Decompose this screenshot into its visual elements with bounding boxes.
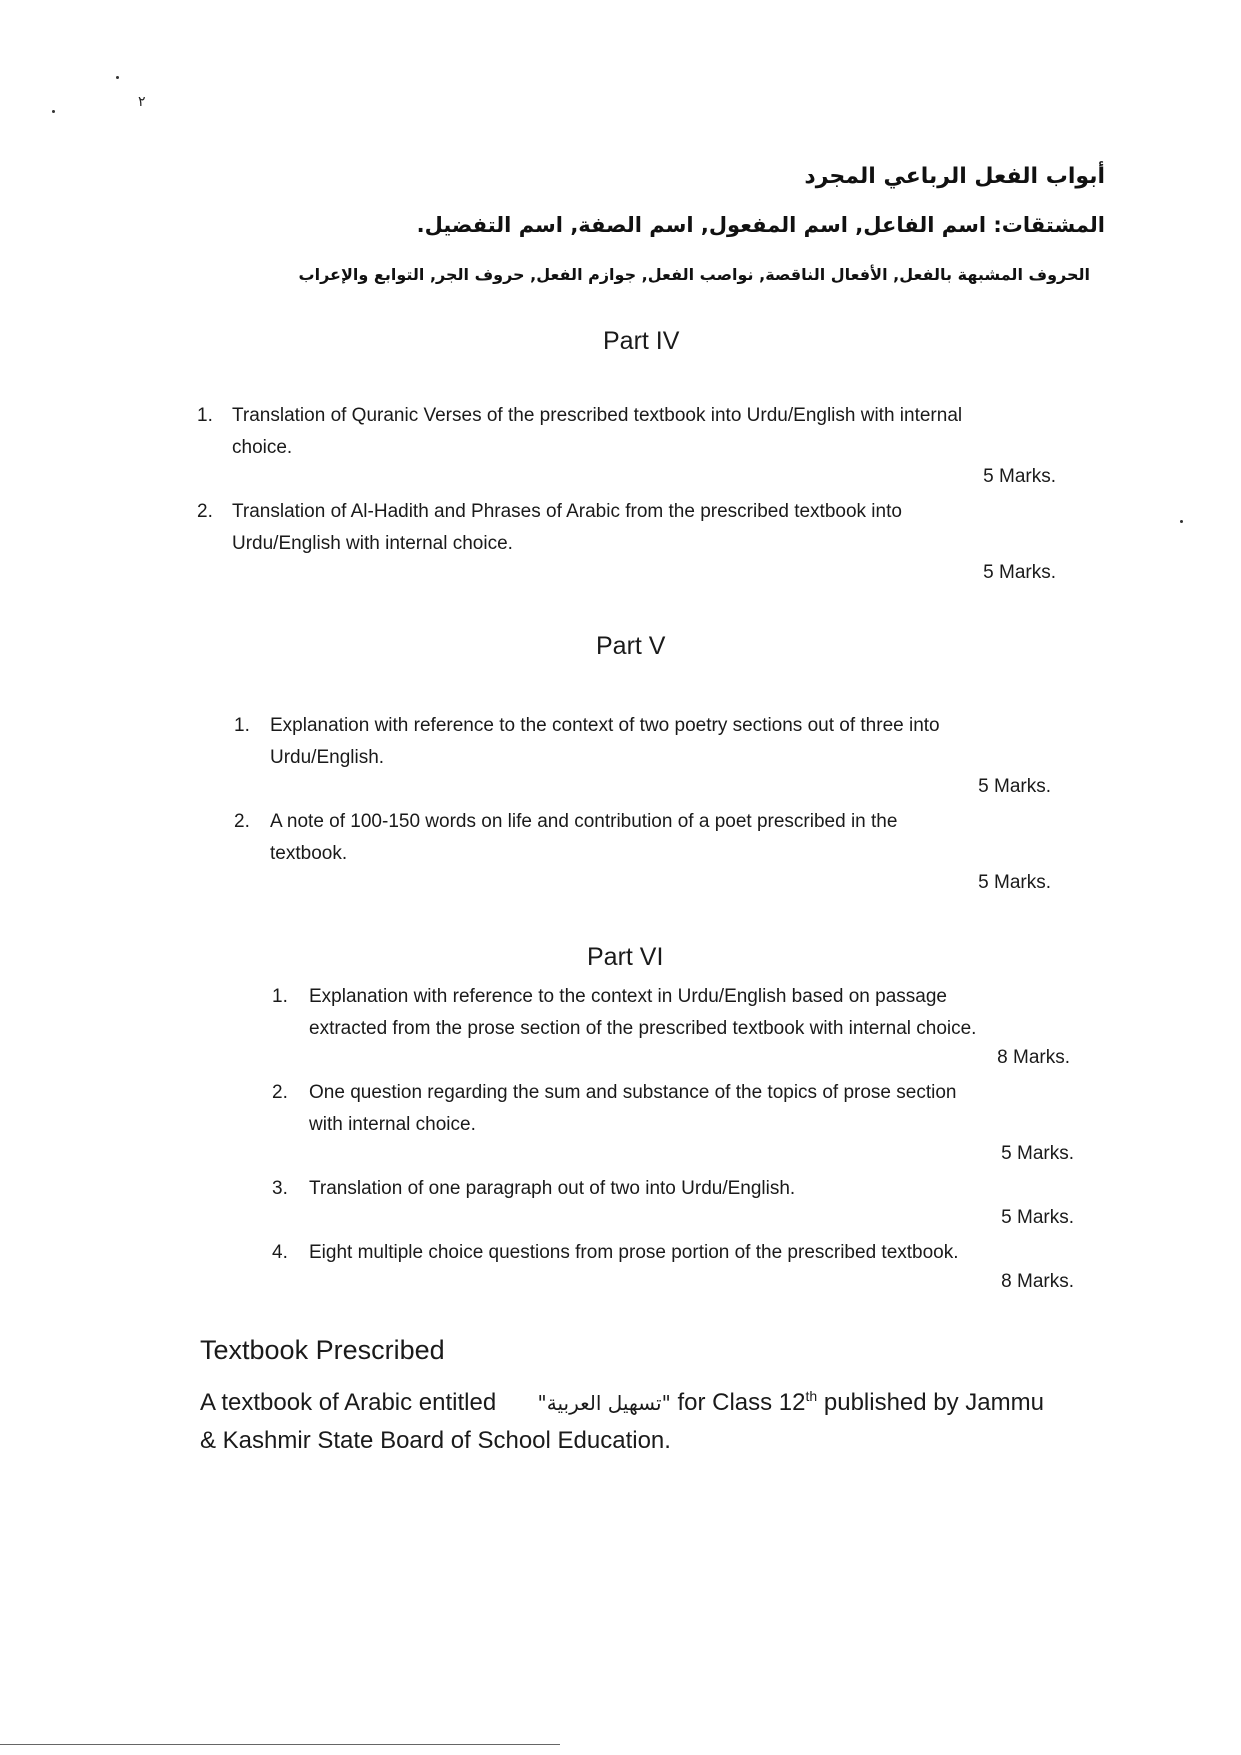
textbook-line-1 bbox=[200, 1377, 1120, 1422]
part-vi-item-2 bbox=[272, 1077, 1132, 1141]
item-marks: 5 Marks. bbox=[1001, 1207, 1074, 1228]
item-marks: 5 Marks. bbox=[978, 776, 1051, 797]
textbook-text-after: published by Jammu bbox=[823, 1389, 1044, 1416]
item-marks: 8 Marks. bbox=[1001, 1271, 1074, 1292]
textbook-line-2: & Kashmir State Board of School Education. bbox=[200, 1427, 671, 1454]
textbook-text-class: for Class 12 bbox=[677, 1389, 806, 1416]
item-number: 2. bbox=[234, 811, 250, 832]
arabic-derivatives-line: المشتقات: اسم الفاعل, اسم المفعول, اسم الصفة, اسم التفضيل. bbox=[416, 213, 1105, 237]
item-text-line: with internal choice. bbox=[309, 1114, 476, 1135]
bottom-rule bbox=[0, 1744, 560, 1745]
part-v-title: Part V bbox=[596, 632, 666, 660]
item-number: 1. bbox=[197, 405, 213, 426]
item-text-line: Translation of Quranic Verses of the prescribed textbook into Urdu/English with internal bbox=[232, 405, 963, 426]
item-text-line: Translation of Al-Hadith and Phrases of Arabic from the prescribed textbook into bbox=[232, 501, 902, 522]
item-marks: 5 Marks. bbox=[1001, 1143, 1074, 1164]
part-iv-item-2 bbox=[197, 496, 1117, 560]
speck bbox=[116, 76, 119, 79]
part-v-item-1 bbox=[234, 710, 1114, 774]
item-text-line: extracted from the prose section of the prescribed textbook with internal choice. bbox=[309, 1018, 977, 1039]
part-vi-item-4 bbox=[272, 1237, 1132, 1269]
textbook-description bbox=[200, 1377, 1120, 1460]
textbook-heading: Textbook Prescribed bbox=[200, 1335, 445, 1365]
item-marks: 5 Marks. bbox=[978, 872, 1051, 893]
part-v-item-2 bbox=[234, 806, 1114, 870]
speck bbox=[1180, 520, 1183, 523]
item-text-line: One question regarding the sum and substance of the topics of prose section bbox=[309, 1082, 957, 1103]
item-number: 2. bbox=[197, 501, 213, 522]
item-text-line: Explanation with reference to the context of two poetry sections out of three into bbox=[270, 715, 940, 736]
part-vi-title: Part VI bbox=[587, 943, 664, 971]
item-text-line: Urdu/English. bbox=[270, 747, 385, 768]
item-marks: 5 Marks. bbox=[983, 562, 1056, 583]
item-number: 2. bbox=[272, 1082, 288, 1103]
item-text-line: A note of 100-150 words on life and contribution of a poet prescribed in the bbox=[270, 811, 898, 832]
textbook-superscript: th bbox=[805, 1388, 818, 1404]
part-iv-title: Part IV bbox=[603, 327, 680, 355]
item-number: 3. bbox=[272, 1178, 288, 1199]
part-vi-item-1 bbox=[272, 981, 1132, 1045]
textbook-arabic-title: "تسهيل العربية" bbox=[537, 1391, 671, 1415]
item-text-line: textbook. bbox=[270, 843, 348, 864]
item-number: 4. bbox=[272, 1242, 288, 1263]
arabic-particles-line: الحروف المشبهة بالفعل, الأفعال الناقصة, نواصب الفعل, جوازم الفعل, حروف الجر, التوابع والإعراب bbox=[298, 265, 1090, 284]
item-number: 1. bbox=[272, 986, 288, 1007]
item-text-line: choice. bbox=[232, 437, 293, 458]
item-text-line: Eight multiple choice questions from prose portion of the prescribed textbook. bbox=[309, 1242, 959, 1263]
speck bbox=[52, 110, 55, 113]
item-marks: 5 Marks. bbox=[983, 466, 1056, 487]
part-vi-item-3 bbox=[272, 1173, 1132, 1205]
part-iv-item-1 bbox=[197, 400, 1117, 464]
page-corner-mark: ٢ bbox=[138, 94, 146, 110]
arabic-heading-line: أبواب الفعل الرباعي المجرد bbox=[804, 164, 1105, 189]
item-number: 1. bbox=[234, 715, 250, 736]
item-text-line: Explanation with reference to the context in Urdu/English based on passage bbox=[309, 986, 947, 1007]
item-text-line: Urdu/English with internal choice. bbox=[232, 533, 513, 554]
item-text-line: Translation of one paragraph out of two into Urdu/English. bbox=[309, 1178, 796, 1199]
item-marks: 8 Marks. bbox=[997, 1047, 1070, 1068]
textbook-text-before: A textbook of Arabic entitled bbox=[200, 1389, 497, 1416]
